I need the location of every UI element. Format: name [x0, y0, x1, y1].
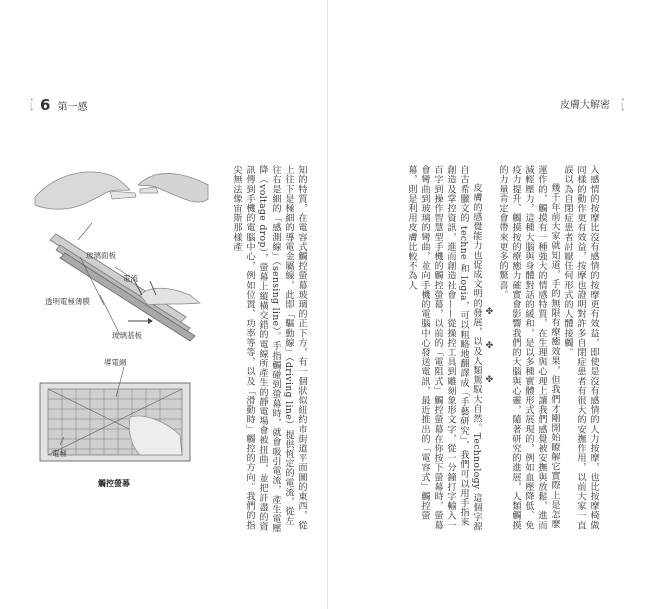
label-electrode: 電極 [52, 449, 67, 458]
page-edge-marker: • | • [621, 97, 625, 114]
label-conductor-grid: 導電網 [104, 358, 127, 367]
paragraph: 知的特質，在電容式觸控螢幕玻璃的正下方，有一個狀似紐約市街道平面圖的東西，從上往下是極細的導電金屬線，此即「驅動線」（driving line）提供恆定的電流，從左往右是細的「感測線」（sensing line）。手指觸碰到螢幕時，就會吸引電流，產生電壓降（voltage drop），螢幕上縱橫交錯的電線所產生的靜電場會被扭曲，並把訐盡的資訊傳到手機的電腦中心，例如位置、功率等等，以及「滑動時」觸控的方向。我們的指尖無法像宙斯那樣產 [231, 165, 307, 534]
right-page-header [560, 96, 610, 111]
running-title: 皮膚大解密 [560, 100, 610, 111]
section-break-ornament: ✤ ✤ ✤ [484, 305, 495, 395]
label-current: 電流 [123, 274, 138, 283]
paragraph: 皮膚的感覺能力也促成文明的發展，以及人類駕馭大自然。Technology 這個字源自古希臘文的 techne 和 logia，可以粗略地翻譯成「手藝研究」，我們可以用手指來創造及掌控資訊，進而創造社會——從操控工具到雕刻象形文字，從一分鐘打字輸入一百字到操作智慧型手機的觸控螢幕，以前的「電阻式」觸控螢幕在你按下螢幕時，螢幕會彎曲到玻璃的彎曲，並向手機的電腦中心發送電訊，最近推出的「電容式」觸控螢幕，則是利用皮膚比較不為人 [406, 165, 482, 532]
left-page [0, 0, 327, 609]
label-glass-substrate: 玻璃基板 [112, 331, 142, 340]
paragraph: 幾千年前大家就知道，手的無限有療癒效果，但我們才剛開始瞭解它實際上是怎麼運作的，觸摸有一種強大的情感特質，在生理與心理上讓我們感覺被安撫與放鬆，進而減輕壓力，這種大腦與身體對話的緩和，是以多種實體形式展現的，例如血壓降低、免疫力提升、觸摸按的療癒力確實會影響我們的大腦與心靈，隨著研究的進展，人類觸摸的力量肯定會帶來更多的驚喜。 [497, 165, 560, 530]
page-edge-marker: • | • [30, 97, 34, 114]
left-page-header [40, 96, 88, 114]
label-transparent-film: 透明電極薄膜 [45, 297, 90, 306]
page-number: 6 [40, 96, 51, 114]
label-glass-panel: 玻璃面板 [86, 251, 116, 260]
left-page-body [228, 165, 308, 535]
chapter-label: 第一感 [57, 102, 88, 113]
paragraph: 入感情的按摩比沒有感情的按摩更有效益，即使是沒有感情的人力按摩，也比按摩椅做同樣的動作更有效益，按摩也證明對許多自閉症患者有很大的安撫作用，以前大家一直誤以為自閉症患者討厭任何形式的人體接觸。 [562, 165, 599, 530]
touching-hands-illustration [35, 172, 208, 209]
figure-caption: 觸控螢幕 [98, 479, 130, 488]
right-page-body [368, 165, 600, 535]
conductor-grid-diagram [40, 367, 190, 461]
glass-layers-diagram [50, 234, 200, 341]
